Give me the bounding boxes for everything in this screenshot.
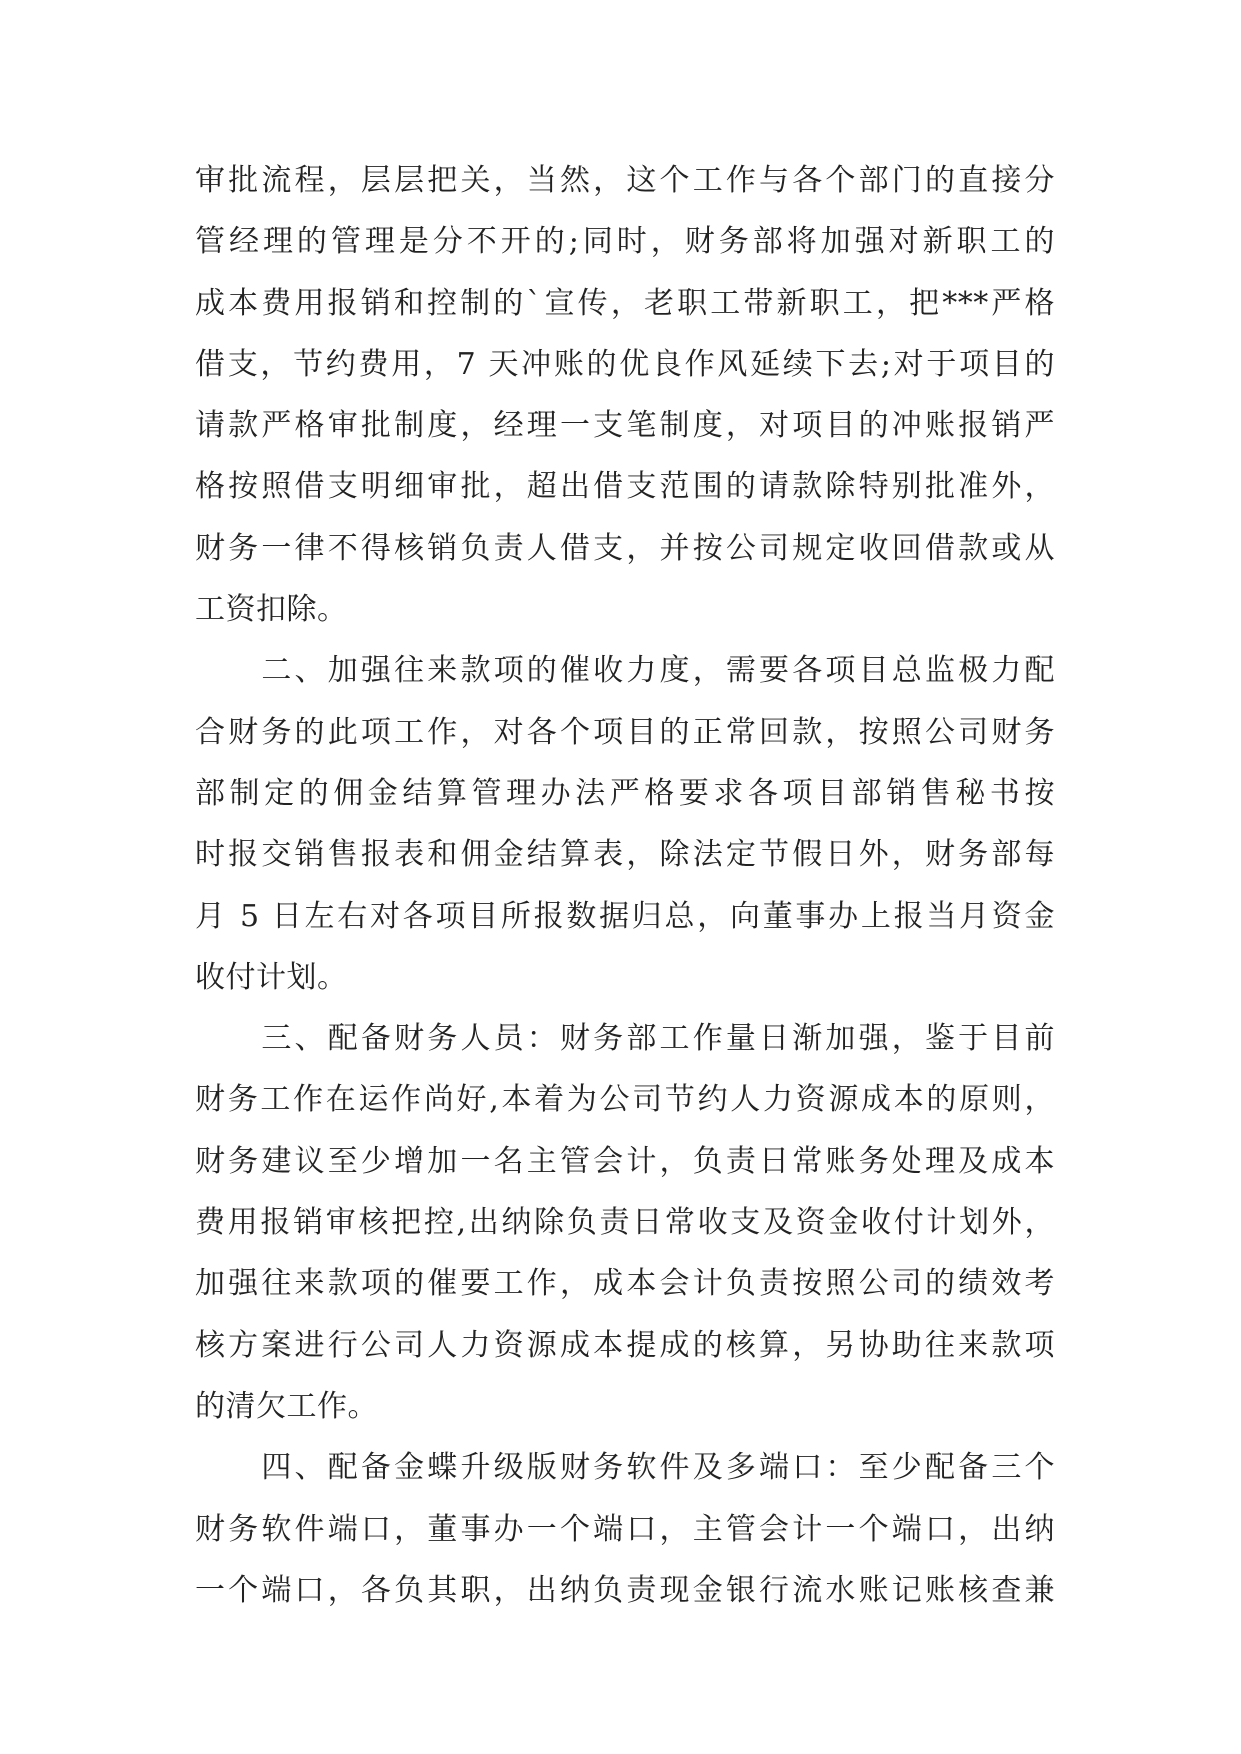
text-line: 借支，节约费用，7 天冲账的优良作风延续下去;对于项目的 [195, 346, 1055, 382]
text-line: 审批流程，层层把关，当然，这个工作与各个部门的直接分 [195, 163, 1055, 198]
text-line: 格按照借支明细审批，超出借支范围的请款除特别批准外， [195, 469, 1055, 505]
text-line: 核方案进行公司人力资源成本提成的核算，另协助往来款项 [195, 1327, 1055, 1363]
text-line: 一个端口，各负其职，出纳负责现金银行流水账记账核查兼 [195, 1572, 1055, 1608]
text-line: 三、配备财务人员：财务部工作量日渐加强，鉴于目前 [195, 1021, 1055, 1057]
text-line: 部制定的佣金结算管理办法严格要求各项目部销售秘书按 [195, 775, 1055, 811]
text-line: 费用报销审核把控,出纳除负责日常收支及资金收付计划外， [195, 1205, 1055, 1241]
text-line: 成本费用报销和控制的`宣传，老职工带新职工，把***严格 [195, 285, 1055, 321]
text-line: 财务工作在运作尚好,本着为公司节约人力资源成本的原则， [195, 1082, 1055, 1118]
text-line: 四、配备金蝶升级版财务软件及多端口：至少配备三个 [195, 1450, 1055, 1486]
text-line: 请款严格审批制度，经理一支笔制度，对项目的冲账报销严 [195, 408, 1055, 444]
text-line: 财务建议至少增加一名主管会计，负责日常账务处理及成本 [195, 1143, 1055, 1179]
text-line: 加强往来款项的催要工作，成本会计负责按照公司的绩效考 [195, 1266, 1055, 1302]
text-line: 收付计划。 [195, 959, 348, 995]
text-line: 管经理的管理是分不开的;同时，财务部将加强对新职工的 [195, 224, 1055, 260]
text-line: 工资扣除。 [195, 592, 348, 628]
text-line: 时报交销售报表和佣金结算表，除法定节假日外，财务部每 [195, 837, 1055, 873]
text-line: 的清欠工作。 [195, 1388, 378, 1424]
text-line: 二、加强往来款项的催收力度，需要各项目总监极力配 [195, 653, 1055, 689]
text-line: 月 5 日左右对各项目所报数据归总，向董事办上报当月资金 [195, 898, 1055, 934]
text-line: 财务软件端口，董事办一个端口，主管会计一个端口，出纳 [195, 1511, 1055, 1547]
text-line: 合财务的此项工作，对各个项目的正常回款，按照公司财务 [195, 714, 1055, 750]
text-line: 财务一律不得核销负责人借支，并按公司规定收回借款或从 [195, 530, 1055, 566]
document-body [195, 150, 1055, 1621]
